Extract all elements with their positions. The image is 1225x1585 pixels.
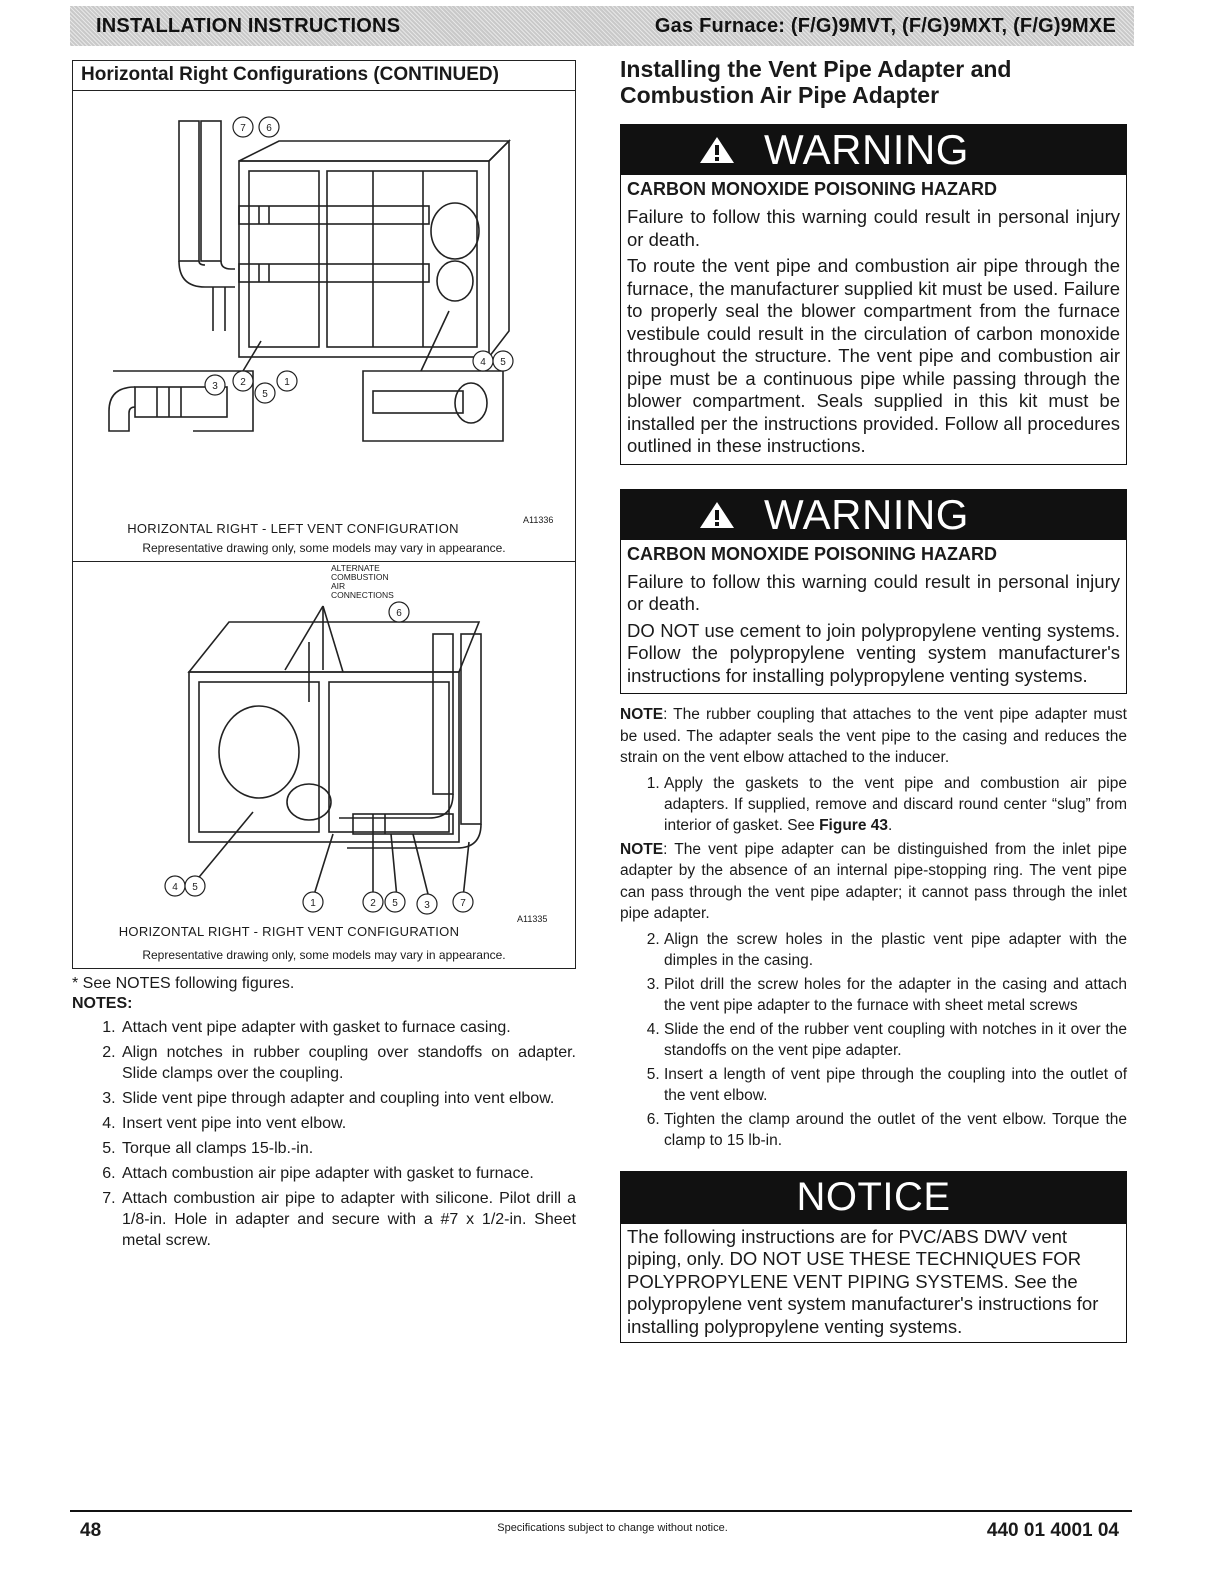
warning-triangle-icon (698, 500, 736, 530)
warning-banner (621, 490, 1126, 540)
header-right-title: Gas Furnace: (F/G)9MVT, (F/G)9MXT, (F/G)9MXE (654, 14, 1116, 37)
warning-box-1 (620, 124, 1127, 465)
notes-list (72, 1017, 576, 1251)
warning-box-2 (620, 489, 1127, 695)
step-item (664, 773, 1127, 836)
callout-label: 1 (310, 898, 316, 909)
figure-subcaption: Representative drawing only, some models may vary in appearance. (142, 541, 506, 555)
figure-subcaption: Representative drawing only, some models may vary in appearance. (142, 948, 506, 962)
notice-label: NOTICE (796, 1175, 951, 1219)
callout-label: 6 (266, 123, 272, 134)
note-item: 2. Align notches in rubber coupling over standoffs on adapter. Slide clamps over the coupling. (120, 1042, 576, 1084)
warning-triangle-icon (698, 135, 736, 165)
footer-rule (70, 1510, 1132, 1512)
section-title: Installing the Vent Pipe Adapter and Combustion Air Pipe Adapter (620, 56, 1012, 108)
alt-label-line: AIR (331, 581, 346, 591)
figure-caption: HORIZONTAL RIGHT - LEFT VENT CONFIGURATION (127, 521, 459, 536)
note-item: 7. Attach combustion air pipe to adapter with silicone. Pilot drill a 1/8-in. Hole in adapter and secure with a #7 x 1/2-in. Sheet metal screw. (120, 1188, 576, 1251)
callout-label: 4 (480, 357, 486, 368)
figure-id: A11336 (523, 515, 554, 525)
note-item: 6. Attach combustion air pipe adapter with gasket to furnace. (120, 1163, 576, 1184)
callout-label: 6 (396, 608, 402, 619)
warning-label: WARNING (764, 490, 969, 538)
figure-title: Horizontal Right Configurations (CONTINUED) (73, 61, 575, 91)
callout-label: 1 (284, 377, 290, 388)
page-header (70, 6, 1134, 46)
callout-label: 3 (424, 900, 430, 911)
figure-reference: Figure 43 (819, 816, 889, 834)
hazard-title: CARBON MONOXIDE POISONING HAZARD (627, 543, 998, 564)
note-label: NOTE (620, 706, 664, 723)
figure-box (72, 60, 576, 969)
callout-label: 7 (240, 123, 246, 134)
page-number: 48 (80, 1520, 102, 1541)
note-paragraph (620, 704, 1127, 769)
step-item: 3. Pilot drill the screw holes for the adapter in the casing and attach the vent pipe adapter to the furnace with sheet metal screws (664, 974, 1127, 1016)
note-text: : The rubber coupling that attaches to the vent pipe adapter must be used. The adapter seals the vent pipe to the casing and reduces the strain on the vent elbow attached to the inducer. (620, 706, 1127, 766)
note-item: 4. Insert vent pipe into vent elbow. (120, 1113, 576, 1134)
note-item: 3. Slide vent pipe through adapter and coupling into vent elbow. (120, 1088, 576, 1109)
step-end: . (888, 816, 893, 834)
note-item: 5. Torque all clamps 15-lb.-in. (120, 1138, 576, 1159)
callout-label: 7 (460, 898, 466, 909)
hazard-title: CARBON MONOXIDE POISONING HAZARD (627, 179, 998, 199)
warning-banner (621, 125, 1126, 175)
warning-paragraph: Failure to follow this warning could result in personal injury or death. (627, 570, 1120, 614)
warning-paragraph: To route the vent pipe and combustion air pipe through the furnace, the manufacturer supplied kit must be used. Failure to properly seal the blower compartment from the furnace vestibule could result in the circulation of carbon monoxide throughout the structure. The vent pipe and combustion air pipe must be a continuous pipe while passing through the blower compartment. Seals supplied in this kit must be installed per the instructions provided. Follow all procedures outlined in these instructions. (627, 255, 1120, 456)
note-item: 1. Attach vent pipe adapter with gasket to furnace casing. (120, 1017, 576, 1038)
step-item: 5. Insert a length of vent pipe through the coupling into the outlet of the vent elbow. (664, 1064, 1127, 1106)
alternate-connections-label (331, 564, 394, 600)
document-number: 440 01 4001 04 (986, 1520, 1119, 1541)
footer-disclaimer: Specifications subject to change without notice. (497, 1522, 728, 1534)
notice-box (620, 1171, 1127, 1344)
left-column (72, 60, 576, 1255)
callout-label: 5 (500, 357, 506, 368)
right-column (620, 56, 1127, 1343)
figure-id: A11335 (517, 914, 548, 924)
callout-label: 2 (240, 377, 246, 388)
header-left-title: INSTALLATION INSTRUCTIONS (96, 14, 401, 37)
note-label: NOTE (620, 840, 664, 858)
callout-label: 5 (192, 882, 198, 893)
notes-heading: NOTES: (72, 995, 133, 1012)
figure-panel-left-vent (73, 91, 575, 539)
note-text: : The vent pipe adapter can be distinguished from the inlet pipe adapter by the absence of an internal pipe-stopping ring. The vent pipe can pass through the vent pipe adapter; it cannot pass through the inlet pipe adapter. (620, 840, 1127, 922)
figure-panel-right-vent (73, 562, 575, 948)
see-notes-text: * See NOTES following figures. (72, 975, 295, 992)
warning-label: WARNING (764, 126, 969, 173)
step-text: Apply the gaskets to the vent pipe and combustion air pipe adapters. If supplied, remove and discard round center “slug” from interior of gasket. See (664, 774, 1127, 834)
steps-list-b (620, 929, 1127, 1151)
notice-text: The following instructions are for PVC/ABS DWV vent piping, only. DO NOT USE THESE TECHNIQUES FOR POLYPROPYLENE VENT PIPING SYSTEMS. See the polypropylene vent system manufacturer's instructions for installing polypropylene venting systems. (627, 1225, 1099, 1337)
callout-label: 4 (172, 882, 178, 893)
step-item: 6. Tighten the clamp around the outlet of the vent elbow. Torque the clamp to 15 lb-in. (664, 1109, 1127, 1151)
warning-paragraph: DO NOT use cement to join polypropylene venting systems. Follow the polypropylene venting system manufacturer's instructions for installing polypropylene venting systems. (627, 619, 1120, 686)
alt-label-line: ALTERNATE (331, 563, 380, 573)
callout-label: 3 (212, 381, 218, 392)
callout-label: 5 (262, 389, 268, 400)
alt-label-line: COMBUSTION (331, 572, 389, 582)
warning-paragraph: Failure to follow this warning could result in personal injury or death. (627, 206, 1120, 250)
alt-label-line: CONNECTIONS (331, 590, 394, 600)
warning-text (621, 571, 1126, 694)
callout-label: 2 (370, 898, 376, 909)
steps-list-a (620, 773, 1127, 836)
furnace-right-vent-illustration (73, 562, 574, 922)
warning-text (621, 206, 1126, 464)
furnace-left-vent-illustration (73, 91, 574, 499)
step-item: 4. Slide the end of the rubber vent coupling with notches in it over the standoffs on the vent pipe adapter. (664, 1019, 1127, 1061)
figure-caption: HORIZONTAL RIGHT - RIGHT VENT CONFIGURATION (118, 924, 460, 939)
step-item: 2. Align the screw holes in the plastic vent pipe adapter with the dimples in the casing. (664, 929, 1127, 971)
notice-banner (621, 1172, 1126, 1224)
note-paragraph (620, 839, 1127, 925)
callout-label: 5 (392, 898, 398, 909)
